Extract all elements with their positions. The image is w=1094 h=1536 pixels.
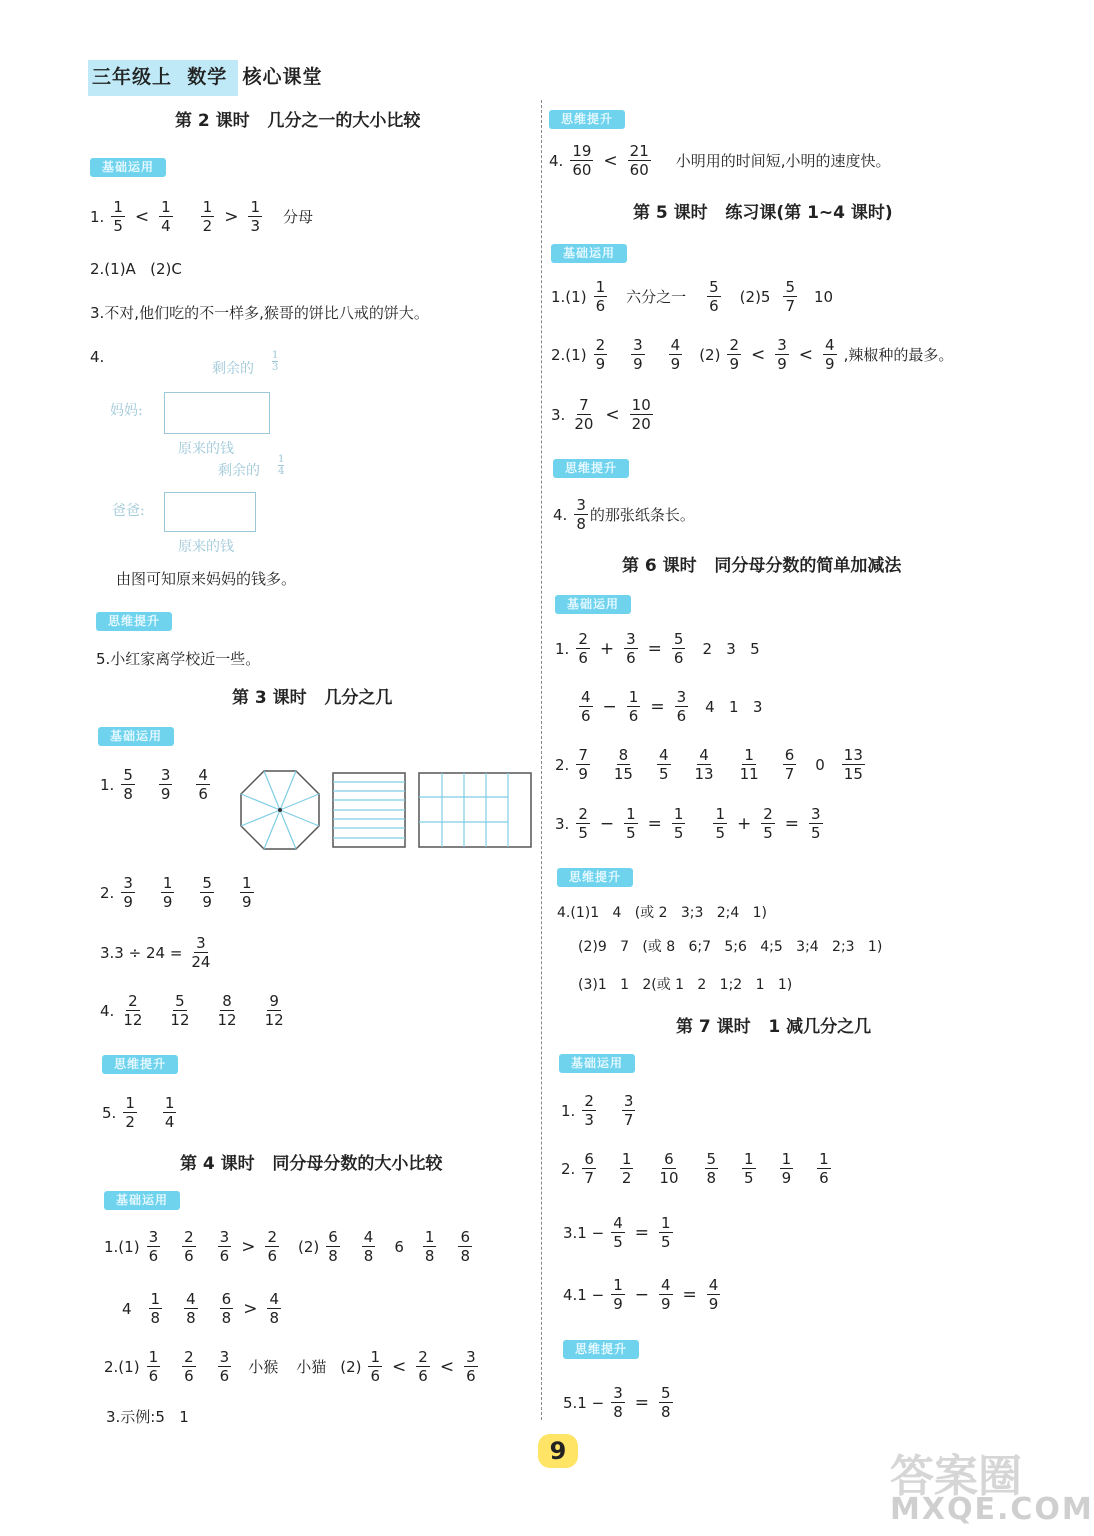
fraction: $\frac{4}{8}$ xyxy=(269,1290,279,1327)
lesson-3-title: 第 3 课时 几分之几 xyxy=(232,688,393,708)
l5-q1 xyxy=(551,278,833,315)
fraction: $\frac{5}{9}$ xyxy=(202,874,212,911)
fraction: $\frac{3}{9}$ xyxy=(777,336,787,373)
fraction: $\frac{1}{9}$ xyxy=(241,874,252,911)
fraction: $\frac{2}{6}$ xyxy=(578,630,588,667)
octagon-figure xyxy=(238,768,322,852)
operator: + xyxy=(599,638,615,659)
label: 5. xyxy=(102,1103,117,1122)
operator: > xyxy=(243,1298,258,1319)
l7-q3 xyxy=(563,1214,680,1251)
fraction: $\frac{2}{5}$ xyxy=(763,805,773,842)
label: 2. xyxy=(100,883,115,902)
label: 4. xyxy=(100,1001,115,1020)
l4-q1b xyxy=(122,1290,288,1327)
fraction: $\frac{5}{8}$ xyxy=(706,1150,717,1187)
l3-q1 xyxy=(100,766,217,803)
fraction: $\frac{1}{3}$ xyxy=(250,198,260,235)
fraction: $\frac{1}{5}$ xyxy=(626,805,636,842)
fraction: $\frac{2}{6}$ xyxy=(184,1348,194,1385)
l3-q5 xyxy=(102,1094,183,1131)
l6-q2 xyxy=(555,746,872,783)
l6-q1b xyxy=(572,688,762,725)
fraction: $\frac{13}{15}$ xyxy=(843,746,863,783)
fraction: $\frac{4}{8}$ xyxy=(186,1290,196,1327)
fraction: $\frac{3}{24}$ xyxy=(191,934,211,971)
answer-number: 2 3 5 xyxy=(702,639,760,658)
tag-basic: 基础运用 xyxy=(555,595,631,614)
fraction: $\frac{1}{9}$ xyxy=(162,874,173,911)
fraction: $\frac{2}{6}$ xyxy=(267,1228,277,1265)
operator: < xyxy=(392,1356,407,1377)
remaining-fraction-1: 1 3 xyxy=(272,350,279,373)
tag-advance: 思维提升 xyxy=(102,1055,178,1074)
fraction: $\frac{1}{5}$ xyxy=(744,1150,754,1187)
fraction: $\frac{2}{5}$ xyxy=(578,805,588,842)
label: 4.1 − xyxy=(563,1285,605,1304)
fraction: $\frac{2}{12}$ xyxy=(123,992,143,1029)
fraction: $\frac{1}{6}$ xyxy=(148,1348,159,1385)
fraction: $\frac{2}{6}$ xyxy=(184,1228,194,1265)
answer-text: ,辣椒种的最多。 xyxy=(843,346,954,364)
header-subject: 数学 xyxy=(187,66,228,88)
fraction: $\frac{1}{6}$ xyxy=(628,688,639,725)
fraction: $\frac{5}{6}$ xyxy=(709,278,719,315)
l6-q3 xyxy=(555,805,830,842)
operator: = xyxy=(647,813,662,834)
lesson-4-title: 第 4 课时 同分母分数的大小比较 xyxy=(180,1154,443,1174)
tag-advance: 思维提升 xyxy=(96,612,172,631)
answer-number: 4 xyxy=(122,1299,132,1318)
label: 1. xyxy=(90,207,105,226)
dad-bar xyxy=(164,492,256,532)
l4-q1a xyxy=(104,1228,479,1265)
label: 2. xyxy=(561,1159,576,1178)
label: (2)5 xyxy=(739,287,771,306)
l5-q3 xyxy=(551,396,660,433)
operator: < xyxy=(134,206,150,227)
r-q4 xyxy=(549,142,891,179)
fraction: $\frac{10}{20}$ xyxy=(631,396,651,433)
l6-q1a xyxy=(555,630,760,667)
fraction: $\frac{3}{6}$ xyxy=(626,630,636,667)
operator: = xyxy=(784,813,800,834)
l6-q4b: (2)9 7 (或 8 6;7 5;6 4;5 3;4 2;3 1) xyxy=(578,939,883,955)
operator: < xyxy=(603,150,618,171)
answer-number: 4 1 3 xyxy=(705,697,763,716)
tag-basic: 基础运用 xyxy=(98,727,174,746)
answer-number: 0 xyxy=(815,755,825,774)
fraction: $\frac{3}{6}$ xyxy=(219,1348,230,1385)
striped-rectangle-figure xyxy=(332,772,406,848)
header xyxy=(92,62,323,89)
page-number: 9 xyxy=(538,1434,578,1468)
l2-q1 xyxy=(90,198,313,235)
operator: − xyxy=(599,813,615,834)
fraction: $\frac{1}{5}$ xyxy=(673,805,684,842)
l6-q4c: (3)1 1 2(或 1 2 1;2 1 1) xyxy=(578,977,793,993)
fraction: $\frac{3}{9}$ xyxy=(633,336,643,373)
original-label-1: 原来的钱 xyxy=(178,441,234,457)
fraction: $\frac{1}{11}$ xyxy=(739,746,759,783)
label: (2) xyxy=(298,1237,320,1256)
answer-text: 分母 xyxy=(283,208,314,226)
fraction: $\frac{1}{5}$ xyxy=(113,198,123,235)
fraction: $\frac{2}{9}$ xyxy=(729,336,739,373)
l4-q2 xyxy=(104,1348,485,1385)
l7-q2 xyxy=(561,1150,838,1187)
fraction: $\frac{1}{2}$ xyxy=(621,1150,632,1187)
label: (2) xyxy=(699,345,721,364)
remaining-fraction-2: 1 4 xyxy=(278,454,285,477)
original-label-2: 原来的钱 xyxy=(178,539,234,555)
l7-q5 xyxy=(563,1384,680,1421)
operator: > xyxy=(241,1236,256,1257)
fraction: $\frac{3}{7}$ xyxy=(623,1092,634,1129)
l2-q4-conclusion: 由图可知原来妈妈的钱多。 xyxy=(116,570,297,588)
fraction: $\frac{4}{6}$ xyxy=(581,688,591,725)
fraction: $\frac{6}{7}$ xyxy=(784,746,795,783)
label: (2) xyxy=(340,1357,362,1376)
fraction: $\frac{3}{9}$ xyxy=(123,874,133,911)
fraction: $\frac{1}{9}$ xyxy=(613,1276,623,1313)
label: 2. xyxy=(555,755,570,774)
l7-q1 xyxy=(561,1092,642,1129)
answer-text: 小猴 xyxy=(248,1358,279,1376)
fraction: $\frac{6}{8}$ xyxy=(221,1290,232,1327)
remaining-label-1: 剩余的 xyxy=(212,361,254,377)
label: 1.(1) xyxy=(551,287,587,306)
l5-q4 xyxy=(553,496,695,533)
fraction: $\frac{6}{7}$ xyxy=(584,1150,594,1187)
label: 3.3 ÷ 24 = xyxy=(100,943,183,962)
tag-advance: 思维提升 xyxy=(553,459,629,478)
tag-advance: 思维提升 xyxy=(549,110,625,129)
l2-q5: 5.小红家离学校近一些。 xyxy=(96,650,261,668)
fraction: $\frac{1}{6}$ xyxy=(819,1150,829,1187)
label: 1.(1) xyxy=(104,1237,140,1256)
answer-text: 小猫 xyxy=(296,1358,327,1376)
l2-q4-label: 4. xyxy=(90,348,105,366)
fraction: $\frac{4}{9}$ xyxy=(708,1276,719,1313)
fraction: $\frac{1}{8}$ xyxy=(150,1290,161,1327)
grid-rectangle-figure xyxy=(418,772,532,848)
fraction: $\frac{6}{8}$ xyxy=(328,1228,338,1265)
mom-bar xyxy=(164,392,270,434)
fraction: $\frac{7}{20}$ xyxy=(574,396,594,433)
fraction: $\frac{4}{5}$ xyxy=(658,746,669,783)
operator: − xyxy=(602,696,617,717)
label: 3. xyxy=(555,814,570,833)
operator: < xyxy=(605,404,620,425)
lesson-5-title: 第 5 课时 练习课(第 1~4 课时) xyxy=(633,203,893,223)
fraction: $\frac{2}{3}$ xyxy=(584,1092,594,1129)
remaining-label-2: 剩余的 xyxy=(218,463,260,479)
l6-q4a: 4.(1)1 4 (或 2 3;3 2;4 1) xyxy=(557,905,768,921)
answer-number: 10 xyxy=(814,287,834,306)
fraction: $\frac{3}{6}$ xyxy=(148,1228,159,1265)
fraction: $\frac{1}{8}$ xyxy=(424,1228,435,1265)
operator: = xyxy=(634,1222,649,1243)
operator: < xyxy=(798,344,814,365)
fraction: $\frac{1}{5}$ xyxy=(661,1214,671,1251)
l2-q2: 2.(1)A (2)C xyxy=(90,260,182,278)
fraction: $\frac{5}{6}$ xyxy=(673,630,684,667)
fraction: $\frac{4}{9}$ xyxy=(670,336,681,373)
fraction: $\frac{4}{5}$ xyxy=(613,1214,623,1251)
fraction: $\frac{3}{9}$ xyxy=(160,766,171,803)
fraction: $\frac{5}{8}$ xyxy=(661,1384,671,1421)
fraction: $\frac{1}{2}$ xyxy=(125,1094,135,1131)
operator: − xyxy=(634,1284,649,1305)
operator: < xyxy=(439,1356,455,1377)
l3-q3 xyxy=(100,934,219,971)
fraction: $\frac{5}{12}$ xyxy=(170,992,190,1029)
label: 3. xyxy=(551,405,566,424)
tag-advance: 思维提升 xyxy=(557,868,633,887)
fraction: $\frac{1}{6}$ xyxy=(595,278,606,315)
fraction: $\frac{4}{8}$ xyxy=(363,1228,374,1265)
mom-label: 妈妈: xyxy=(110,403,143,419)
l3-q4 xyxy=(100,992,293,1029)
tag-advance: 思维提升 xyxy=(563,1340,639,1359)
fraction: $\frac{3}{6}$ xyxy=(466,1348,476,1385)
fraction: $\frac{1}{5}$ xyxy=(715,805,725,842)
operator: = xyxy=(647,638,662,659)
fraction: $\frac{3}{8}$ xyxy=(613,1384,623,1421)
fraction: $\frac{2}{6}$ xyxy=(418,1348,428,1385)
dad-label: 爸爸: xyxy=(112,503,145,519)
lesson-6-title: 第 6 课时 同分母分数的简单加减法 xyxy=(622,556,902,576)
fraction: $\frac{8}{12}$ xyxy=(217,992,237,1029)
operator: + xyxy=(737,813,752,834)
header-series: 核心课堂 xyxy=(242,66,323,88)
fraction: $\frac{3}{5}$ xyxy=(811,805,821,842)
fraction: $\frac{19}{60}$ xyxy=(572,142,592,179)
l7-q4 xyxy=(563,1276,727,1313)
tag-basic: 基础运用 xyxy=(559,1054,635,1073)
tag-basic: 基础运用 xyxy=(104,1191,180,1210)
fraction: $\frac{3}{8}$ xyxy=(576,496,586,533)
answer-number: 6 xyxy=(394,1237,404,1256)
lesson-2-title: 第 2 课时 几分之一的大小比较 xyxy=(175,111,421,131)
header-grade: 三年级上 xyxy=(92,66,173,88)
l3-q2 xyxy=(100,874,261,911)
fraction: $\frac{4}{13}$ xyxy=(694,746,714,783)
fraction: $\frac{4}{6}$ xyxy=(198,766,208,803)
l2-q3: 3.不对,他们吃的不一样多,猴哥的饼比八戒的饼大。 xyxy=(90,304,429,322)
tag-basic: 基础运用 xyxy=(90,158,166,177)
label: 3.1 − xyxy=(563,1223,605,1242)
fraction: $\frac{3}{6}$ xyxy=(219,1228,230,1265)
fraction: $\frac{8}{15}$ xyxy=(613,746,633,783)
fraction: $\frac{4}{9}$ xyxy=(661,1276,671,1313)
fraction: $\frac{4}{9}$ xyxy=(825,336,835,373)
operator: = xyxy=(650,696,665,717)
label: 2.(1) xyxy=(551,345,587,364)
operator: < xyxy=(751,344,766,365)
operator: = xyxy=(634,1392,649,1413)
fraction: $\frac{9}{12}$ xyxy=(264,992,284,1029)
label: 4. xyxy=(549,151,564,170)
fraction: $\frac{6}{10}$ xyxy=(659,1150,679,1187)
fraction: $\frac{1}{9}$ xyxy=(781,1150,792,1187)
answer-text: 小明用的时间短,小明的速度快。 xyxy=(675,152,891,170)
fraction: $\frac{21}{60}$ xyxy=(629,142,649,179)
tag-basic: 基础运用 xyxy=(551,244,627,263)
fraction: $\frac{6}{8}$ xyxy=(460,1228,470,1265)
column-divider xyxy=(541,100,542,1420)
fraction: $\frac{1}{6}$ xyxy=(370,1348,381,1385)
operator: = xyxy=(682,1284,697,1305)
watermark-url: MXQE.COM xyxy=(890,1492,1094,1527)
label: 1. xyxy=(100,775,115,794)
fraction: $\frac{3}{6}$ xyxy=(676,688,687,725)
fraction: $\frac{1}{4}$ xyxy=(161,198,171,235)
operator: > xyxy=(224,206,239,227)
fraction: $\frac{7}{9}$ xyxy=(578,746,588,783)
l4-q3: 3.示例:5 1 xyxy=(106,1408,189,1426)
answer-text: 的那张纸条长。 xyxy=(589,506,695,524)
l5-q2 xyxy=(551,336,953,373)
label: 5.1 − xyxy=(563,1393,605,1412)
label: 1. xyxy=(561,1101,576,1120)
watermark-logo: 答案圈 xyxy=(890,1451,1022,1502)
money-diagram xyxy=(108,350,288,560)
label: 1. xyxy=(555,639,570,658)
fraction: $\frac{1}{2}$ xyxy=(202,198,213,235)
label: 2.(1) xyxy=(104,1357,140,1376)
fraction: $\frac{1}{4}$ xyxy=(164,1094,175,1131)
label: 4. xyxy=(553,505,568,524)
answer-text: 六分之一 xyxy=(626,288,687,306)
lesson-7-title: 第 7 课时 1 减几分之几 xyxy=(676,1017,872,1037)
fraction: $\frac{5}{8}$ xyxy=(123,766,133,803)
fraction: $\frac{5}{7}$ xyxy=(785,278,796,315)
fraction: $\frac{2}{9}$ xyxy=(595,336,606,373)
